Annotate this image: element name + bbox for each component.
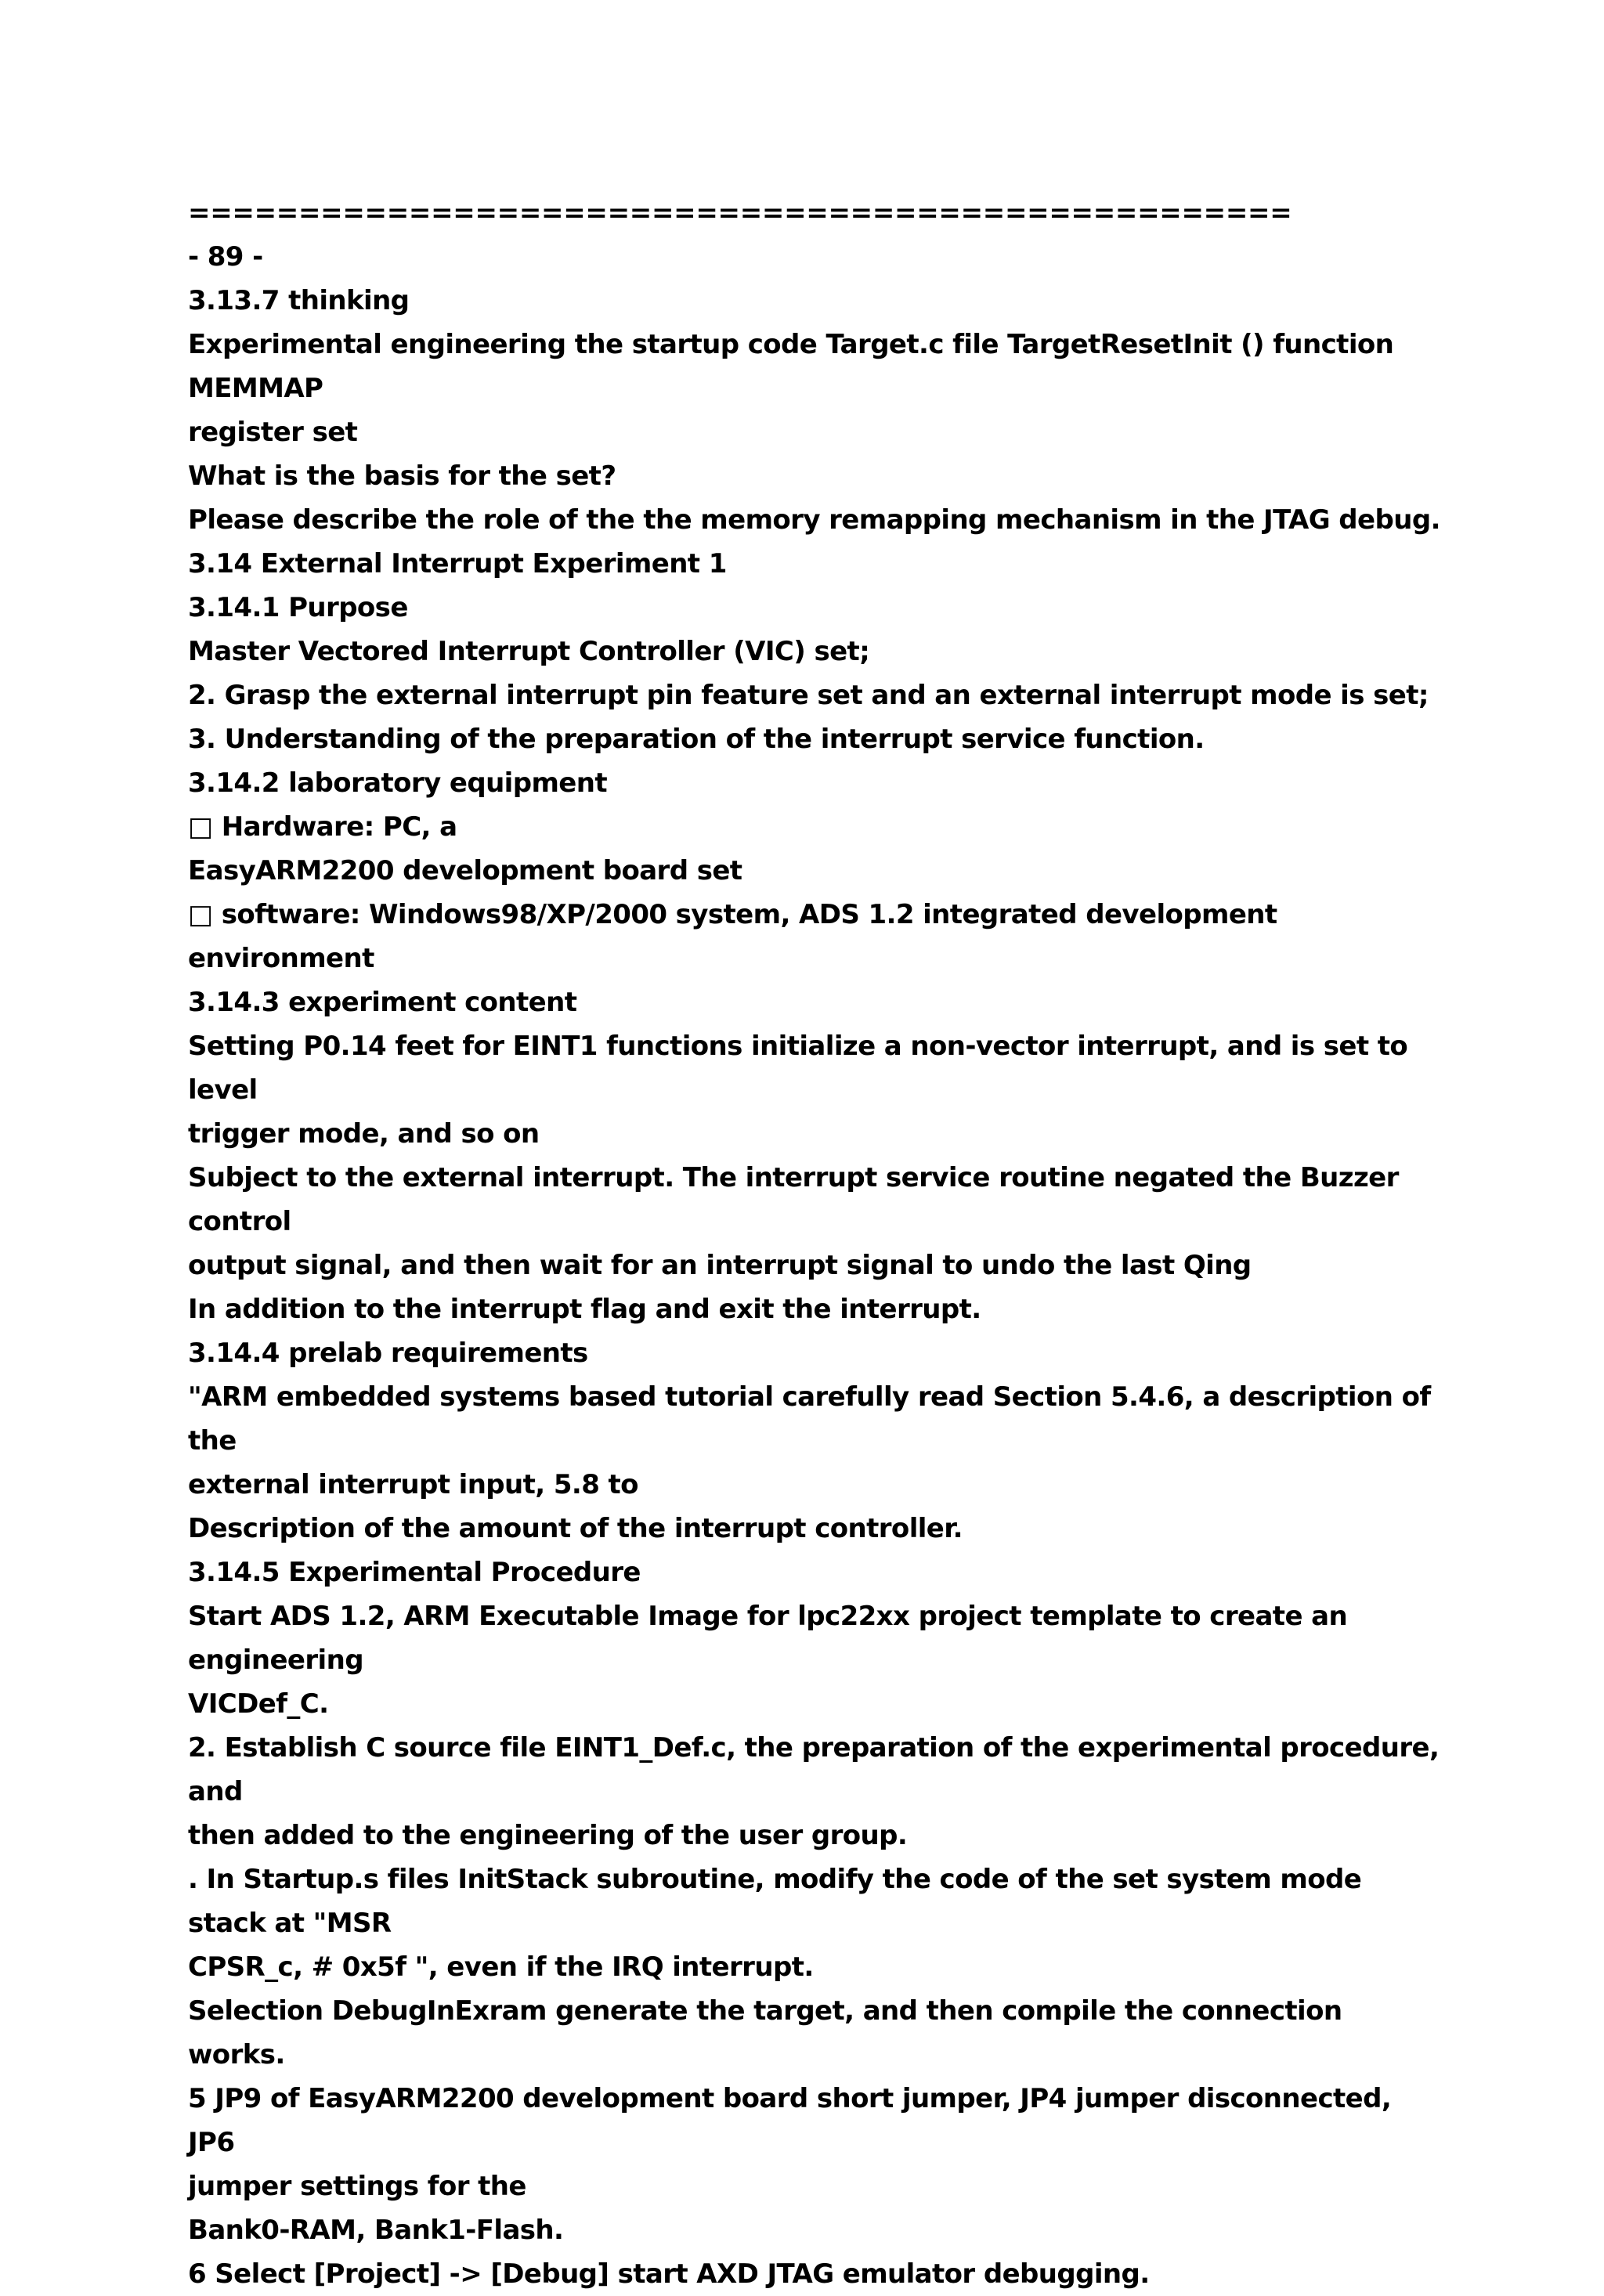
separator-line: ================================================== [188,197,1292,229]
text-line: Start ADS 1.2, ARM Executable Image for lpc22xx project template to create an engineering [188,1601,1357,1676]
text-line: Please describe the role of the the memory remapping mechanism in the JTAG debug. [188,504,1440,536]
text-line: CPSR_c, # 0x5f ", even if the IRQ interrupt. [188,1951,814,1983]
text-line: then added to the engineering of the user group. [188,1820,908,1851]
heading-3-13-7: 3.13.7 thinking [188,285,410,316]
heading-3-14: 3.14 External Interrupt Experiment 1 [188,548,727,579]
text-line: What is the basis for the set? [188,460,616,492]
text-line: "ARM embedded systems based tutorial carefully read Section 5.4.6, a description of the [188,1381,1440,1457]
text-line: Bank0-RAM, Bank1-Flash. [188,2215,564,2246]
text-line: output signal, and then wait for an interrupt signal to undo the last Qing [188,1250,1252,1281]
text-line: register set [188,417,358,448]
text-line: 5 JP9 of EasyARM2200 development board short jumper, JP4 jumper disconnected, JP6 [188,2083,1400,2158]
text-line: Master Vectored Interrupt Controller (VIC) set; [188,636,870,667]
text-line: 2. Grasp the external interrupt pin feature set and an external interrupt mode is set; [188,680,1429,711]
heading-3-14-4: 3.14.4 prelab requirements [188,1338,588,1369]
text-line: VICDef_C. [188,1688,329,1720]
text-line: In addition to the interrupt flag and exit the interrupt. [188,1294,981,1325]
text-line: EasyARM2200 development board set [188,855,742,886]
heading-3-14-1: 3.14.1 Purpose [188,592,408,623]
heading-3-14-5: 3.14.5 Experimental Procedure [188,1557,641,1588]
document-page [188,191,1448,2296]
text-line: . In Startup.s files InitStack subroutine, modify the code of the set system mode stack at "MSR [188,1864,1371,1939]
text-line: jumper settings for the [188,2171,526,2202]
text-line: Selection DebugInExram generate the target, and then compile the connection works. [188,1995,1351,2070]
text-line: Description of the amount of the interrupt controller. [188,1513,963,1544]
heading-3-14-2: 3.14.2 laboratory equipment [188,767,608,799]
text-line: □ software: Windows98/XP/2000 system, ADS 1.2 integrated development environment [188,899,1286,974]
text-line: 2. Establish C source file EINT1_Def.c, the preparation of the experimental procedure, and [188,1732,1448,1807]
page-number: - 89 - [188,241,263,273]
text-line: Subject to the external interrupt. The interrupt service routine negated the Buzzer control [188,1162,1408,1237]
heading-3-14-3: 3.14.3 experiment content [188,987,577,1018]
text-line: trigger mode, and so on [188,1118,540,1150]
text-line: 6 Select [Project] -> [Debug] start AXD JTAG emulator debugging. [188,2258,1150,2290]
text-line: 3. Understanding of the preparation of the interrupt service function. [188,724,1205,755]
text-line: □ Hardware: PC, a [188,811,457,843]
text-line: Experimental engineering the startup code Target.c file TargetResetInit () function MEMMAP [188,329,1403,404]
text-line: external interrupt input, 5.8 to [188,1469,638,1500]
text-line: Setting P0.14 feet for EINT1 functions initialize a non-vector interrupt, and is set to level [188,1031,1417,1106]
